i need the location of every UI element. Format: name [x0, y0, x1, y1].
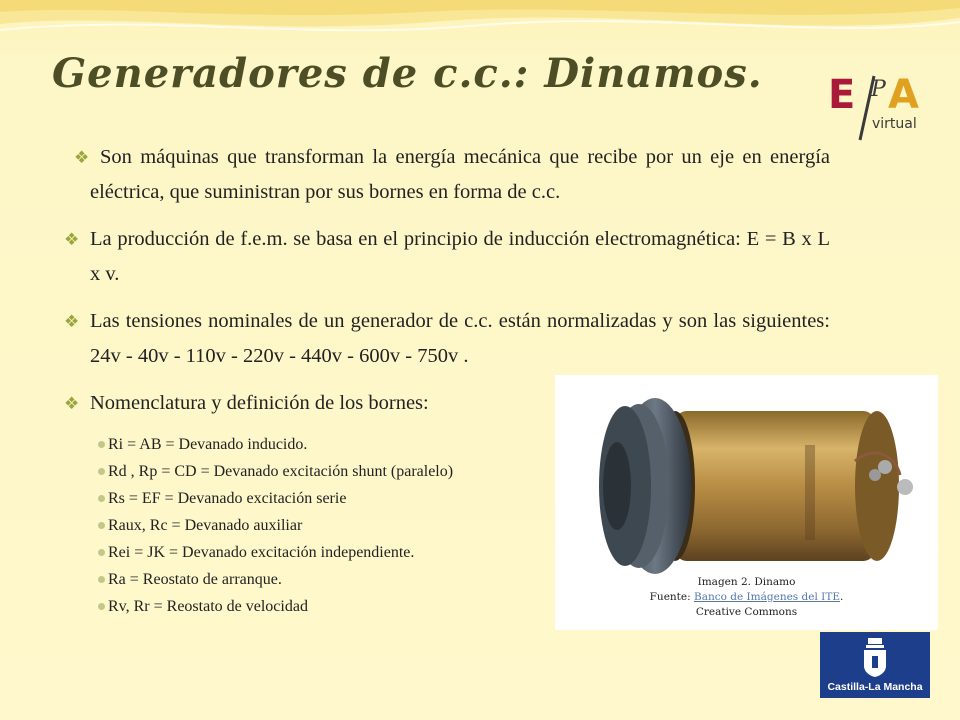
dot-bullet-icon — [98, 468, 105, 475]
caption-source-prefix: Fuente: — [649, 591, 694, 603]
dynamo-figure — [555, 375, 938, 630]
bullet-text: La producción de f.e.m. se basa en el principio de inducción electromagnética: E = B x L x v. — [90, 228, 830, 285]
castilla-la-mancha-logo — [820, 632, 930, 698]
caption-license: Creative Commons — [695, 606, 798, 618]
logo-letter-e: E — [828, 72, 856, 118]
caption-source-link[interactable]: Banco de Imágenes del ITE — [693, 591, 840, 603]
logo-letter-p: P — [871, 77, 886, 102]
list-item-text: Rd , Rp = CD = Devanado excitación shunt (paralelo) — [108, 463, 454, 480]
caption-source-suffix: . — [840, 591, 844, 603]
epa-logo-icon — [826, 70, 936, 142]
list-item-text: Rs = EF = Devanado excitación serie — [108, 490, 347, 507]
dot-bullet-icon — [98, 522, 105, 529]
dot-bullet-icon — [98, 603, 105, 610]
dot-bullet-icon — [98, 576, 105, 583]
bullet-item — [64, 304, 830, 374]
diamond-bullet-icon: ❖ — [64, 394, 80, 413]
castilla-la-mancha-shield-icon — [820, 632, 930, 680]
slide-title: Generadores de c.c.: Dinamos. — [52, 50, 763, 97]
caption-title: Imagen 2. Dinamo — [697, 576, 796, 588]
list-item-text: Rv, Rr = Reostato de velocidad — [108, 598, 308, 615]
figure-caption — [555, 575, 938, 620]
diamond-bullet-icon: ❖ — [74, 148, 90, 167]
list-item-text: Rei = JK = Devanado excitación independiente. — [108, 544, 415, 561]
institution-name: Castilla-La Mancha — [827, 681, 923, 693]
bullet-text: Nomenclatura y definición de los bornes: — [90, 392, 429, 414]
epa-virtual-logo — [826, 70, 936, 142]
bullet-item — [64, 222, 830, 292]
dot-bullet-icon — [98, 495, 105, 502]
diamond-bullet-icon: ❖ — [64, 312, 80, 331]
bullet-text: Las tensiones nominales de un generador de c.c. están normalizadas y son las siguientes: 24v - 40v - 110v - 220v - 440v - 600v - 750v . — [90, 310, 830, 367]
list-item-text: Ri = AB = Devanado inducido. — [108, 436, 308, 453]
diamond-bullet-icon: ❖ — [64, 230, 80, 249]
caption-source — [555, 590, 938, 605]
dot-bullet-icon — [98, 549, 105, 556]
bullet-text: Son máquinas que transforman la energía mecánica que recibe por un eje en energía eléctrica, que suministran por sus bornes en forma de c.c. — [90, 146, 830, 203]
bullet-item — [64, 140, 830, 210]
list-item-text: Ra = Reostato de arranque. — [108, 571, 282, 588]
list-item-text: Raux, Rc = Devanado auxiliar — [108, 517, 303, 534]
dot-bullet-icon — [98, 441, 105, 448]
dynamo-photo — [555, 375, 938, 575]
header-decoration — [0, 0, 960, 48]
logo-letter-a: A — [888, 72, 919, 118]
logo-sub: virtual — [872, 116, 917, 132]
